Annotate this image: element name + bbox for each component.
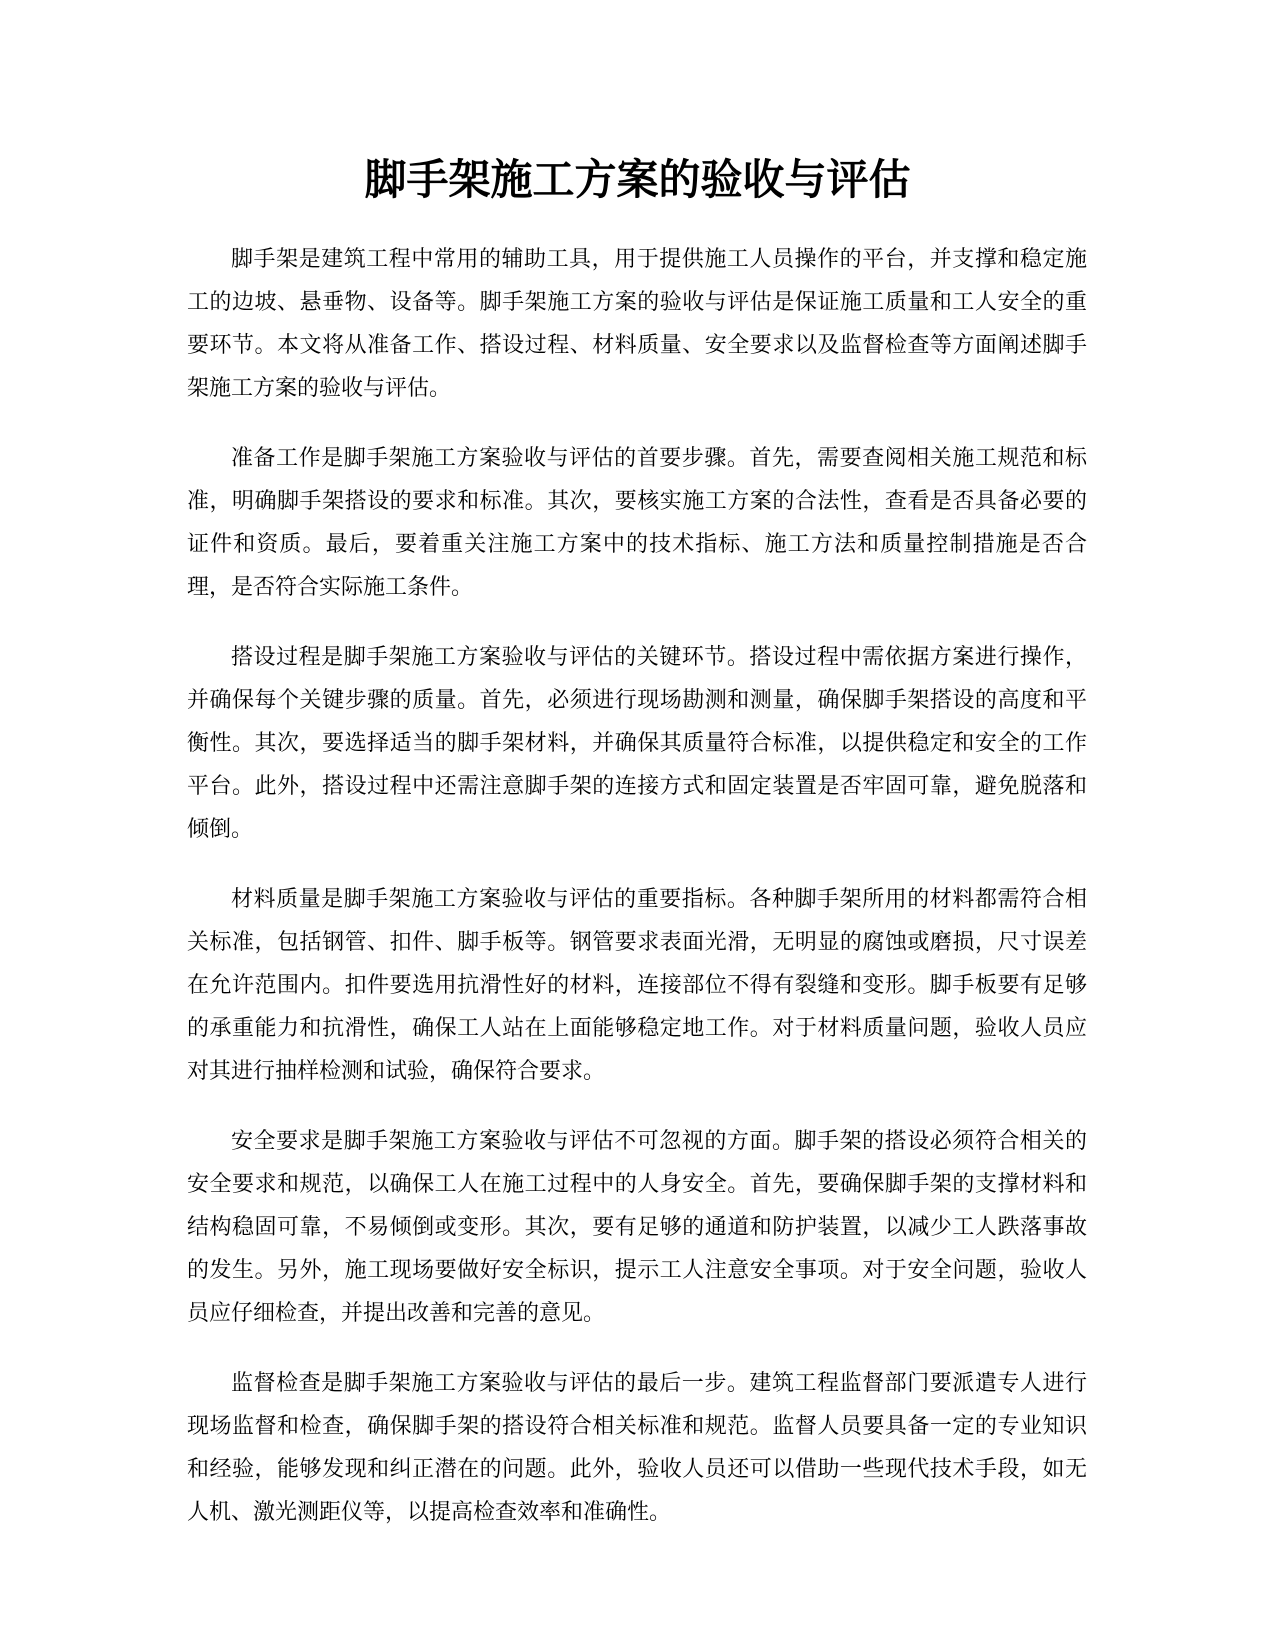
paragraph-preparation: 准备工作是脚手架施工方案验收与评估的首要步骤。首先，需要查阅相关施工规范和标准，明确脚手架搭设的要求和标准。其次，要核实施工方案的合法性，查看是否具备必要的证件和资质。最后，要着重关注施工方案中的技术指标、施工方法和质量控制措施是否合理，是否符合实际施工条件。 bbox=[187, 446, 1087, 600]
paragraph-safety-requirements: 安全要求是脚手架施工方案验收与评估不可忽视的方面。脚手架的搭设必须符合相关的安全要求和规范，以确保工人在施工过程中的人身安全。首先，要确保脚手架的支撑材料和结构稳固可靠，不易倾倒或变形。其次，要有足够的通道和防护装置，以减少工人跌落事故的发生。另外，施工现场要做好安全标识，提示工人注意安全事项。对于安全问题，验收人员应仔细检查，并提出改善和完善的意见。 bbox=[187, 1129, 1087, 1326]
document-body bbox=[187, 238, 1087, 1561]
paragraph-material-quality: 材料质量是脚手架施工方案验收与评估的重要指标。各种脚手架所用的材料都需符合相关标准，包括钢管、扣件、脚手板等。钢管要求表面光滑，无明显的腐蚀或磨损，尺寸误差在允许范围内。扣件要选用抗滑性好的材料，连接部位不得有裂缝和变形。脚手板要有足够的承重能力和抗滑性，确保工人站在上面能够稳定地工作。对于材料质量问题，验收人员应对其进行抽样检测和试验，确保符合要求。 bbox=[187, 887, 1087, 1084]
paragraph-erection-process: 搭设过程是脚手架施工方案验收与评估的关键环节。搭设过程中需依据方案进行操作，并确保每个关键步骤的质量。首先，必须进行现场勘测和测量，确保脚手架搭设的高度和平衡性。其次，要选择适当的脚手架材料，并确保其质量符合标准，以提供稳定和安全的工作平台。此外，搭设过程中还需注意脚手架的连接方式和固定装置是否牢固可靠，避免脱落和倾倒。 bbox=[187, 645, 1087, 842]
page-title: 脚手架施工方案的验收与评估 bbox=[364, 155, 911, 204]
paragraph-intro: 脚手架是建筑工程中常用的辅助工具，用于提供施工人员操作的平台，并支撑和稳定施工的边坡、悬垂物、设备等。脚手架施工方案的验收与评估是保证施工质量和工人安全的重要环节。本文将从准备工作、搭设过程、材料质量、安全要求以及监督检查等方面阐述脚手架施工方案的验收与评估。 bbox=[187, 247, 1087, 401]
paragraph-supervision-inspection: 监督检查是脚手架施工方案验收与评估的最后一步。建筑工程监督部门要派遣专人进行现场监督和检查，确保脚手架的搭设符合相关标准和规范。监督人员要具备一定的专业知识和经验，能够发现和纠正潜在的问题。此外，验收人员还可以借助一些现代技术手段，如无人机、激光测距仪等，以提高检查效率和准确性。 bbox=[187, 1371, 1087, 1525]
